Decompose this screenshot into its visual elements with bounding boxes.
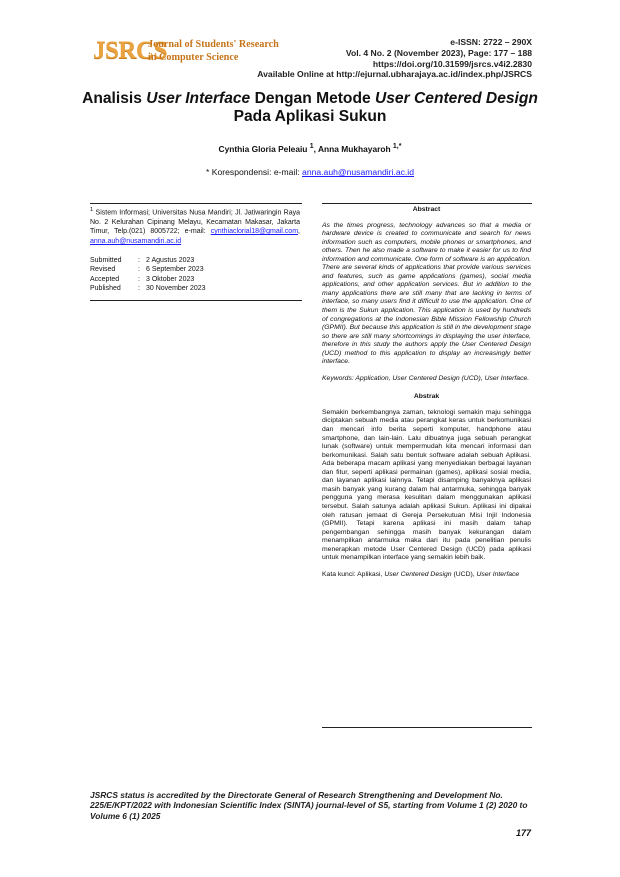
title-text-4: User Centered Design	[375, 90, 538, 107]
affiliation-email-sep: ,	[298, 228, 300, 236]
logo-letters: JSRCS	[93, 37, 167, 64]
left-column-bottom-rule	[90, 300, 302, 301]
paper-title	[80, 90, 540, 126]
date-row: Accepted : 3 Oktober 2023	[90, 275, 195, 283]
date-value: 2 Agustus 2023	[146, 256, 195, 264]
affiliation	[90, 206, 300, 246]
eissn: e-ISSN: 2722 – 290X	[450, 37, 532, 47]
journal-logo	[93, 36, 279, 68]
journal-name-line2: in Computer Science	[148, 52, 239, 63]
date-value: 3 Oktober 2023	[146, 275, 195, 283]
page-number: 177	[515, 828, 531, 838]
right-column-top-rule	[322, 203, 532, 204]
abstract-column	[322, 206, 531, 579]
abstract-english: As the times progress, technology advances so that a media or hardware device is created to communicate and search for news information such as computers, mobile phones or smartphones, and others. Then he also made a software to make it easier for us to find information and communicate. One form of software is an application. There are several kinds of applications that provide various services and features, such as game applications (games), social media applications, and other application services. But in addition to the many applications there are still many that are lacking in terms of interface, so many users find it difficult to use the application. One of them is the Sukun application. This application is used by hundreds of congregations at the Indonesian Bible Mission Fellowship Church (GPMII). But because this application is still in the development stage so there are still many shortcomings in displaying the user interface, therefore in this study the authors apply the User Centered Design (UCD) method to this application to display an increasingly better interface.	[322, 221, 531, 366]
affiliation-text: Sistem Informasi; Universitas Nusa Mandiri; Jl. Jatiwaringin Raya No. 2 Kelurahan Cipinang Melayu, Kecamatan Makasar, Jakarta Timur, Telp.(021) 8005722; e-mail:	[90, 209, 300, 236]
date-row: Revised : 6 September 2023	[90, 266, 204, 274]
affiliation-email-2[interactable]: anna.auh@nusamandiri.ac.id	[90, 237, 182, 245]
article-info-column	[90, 206, 300, 294]
keywords-label: Keywords:	[322, 374, 356, 382]
date-value: 6 September 2023	[146, 266, 204, 274]
date-label: Submitted	[90, 256, 122, 264]
title-text-5: Pada Aplikasi Sukun	[233, 108, 387, 125]
kata-kunci-b: User Centered Design	[384, 570, 452, 578]
title-text-1: Analisis	[82, 90, 147, 107]
date-label: Published	[90, 285, 121, 293]
abstrak-heading: Abstrak	[413, 393, 440, 401]
abstract-heading: Abstract	[412, 206, 441, 213]
journal-name-line1: Journal of Students' Research	[148, 39, 279, 50]
left-column-top-rule	[90, 203, 302, 204]
article-dates	[90, 256, 300, 294]
author-1: Cynthia Gloria Peleaiu	[218, 143, 310, 154]
correspondence-email-link[interactable]: anna.auh@nusamandiri.ac.id	[302, 167, 414, 177]
title-text-2: User Interface	[146, 90, 251, 107]
author-separator: ,	[313, 143, 318, 154]
kata-kunci-c: (UCD),	[451, 570, 477, 578]
affiliation-sup: 1	[90, 207, 94, 213]
authors	[80, 143, 540, 154]
keywords-value: Application, User Centered Design (UCD), User Interface.	[355, 374, 530, 382]
correspondence	[80, 167, 540, 177]
abstract-indonesian: Semakin berkembangnya zaman, teknologi semakin maju sehingga diciptakan sebuah media atau perangkat keras untuk berkomunikasi dan mencari info berita seperti komputer, handphone atau smartphone, dan lain-lain. Lalu dibuatnya juga sebuah perangkat lunak (software) untuk mempermudah kita mencari informasi dan berkomunikasi. Salah satu bentuk software adalah sebuah Aplikasi. Ada beberapa macam aplikasi yang menyediakan berbagai layanan dan fitur, seperti aplikasi permainan (games), aplikasi sosial media, dan layanan aplikasi lainnya. Tetapi disamping banyaknya aplikasi masih banyak yang kurang dalam hal antarmuka, sehingga banyak pengguna yang merasa kesulitan dalam menggunakan aplikasi tersebut. Salah satunya adalah aplikasi Sukun. Aplikasi ini dipakai oleh ratusan jemaat di Gereja Persekutuan Misi Injil Indonesia (GPMII). Tetapi karena aplikasi ini masih dalam tahap pengembangan sehingga masih banyak kekurangan dalam menampilkan antarmuka maka dari itu pada penelitian penulis menerapkan metode User Centered Design (UCD) pada aplikasi untuk menampilkan interface yang semakin lebih baik.	[322, 408, 531, 562]
kata-kunci-a: Aplikasi,	[357, 570, 385, 578]
affiliation-email-1[interactable]: cynthiaclorial18@gmail.com	[210, 228, 299, 236]
date-label: Revised	[90, 266, 116, 274]
doi-link[interactable]: https://doi.org/10.31599/jsrcs.v4i2.2830	[372, 59, 532, 69]
date-value: 30 November 2023	[146, 285, 206, 293]
journal-meta	[346, 37, 532, 70]
volume-info: Vol. 4 No. 2 (November 2023), Page: 177 – 188	[345, 48, 532, 58]
date-row: Published : 30 November 2023	[90, 285, 206, 293]
date-row: Submitted : 2 Agustus 2023	[90, 256, 195, 264]
date-label: Accepted	[90, 275, 120, 283]
right-column-bottom-rule	[322, 727, 532, 728]
journal-name	[148, 38, 279, 64]
title-text-3: Dengan Metode	[250, 90, 375, 107]
author-1-sup: 1	[309, 143, 314, 150]
kata-kunci-label: Kata kunci:	[322, 570, 358, 578]
correspondence-label: * Korespondensi: e-mail:	[206, 167, 303, 177]
author-2: Anna Mukhayaroh	[318, 143, 393, 154]
keywords-indonesian	[322, 571, 531, 580]
available-online[interactable]: Available Online at http://ejurnal.ubharajaya.ac.id/index.php/JSRCS	[257, 69, 532, 79]
keywords-english	[322, 375, 531, 384]
kata-kunci-d: User Interface	[476, 570, 520, 578]
author-2-sup: 1,*	[392, 143, 402, 150]
accreditation-footer: JSRCS status is accredited by the Directorate General of Research Strengthening and Development No. 225/E/KPT/2022 with Indonesian Scientific Index (SINTA) journal-level of S5, starting from Volume 1 (2) 2020 to Volume 6 (1) 2025	[90, 790, 528, 821]
